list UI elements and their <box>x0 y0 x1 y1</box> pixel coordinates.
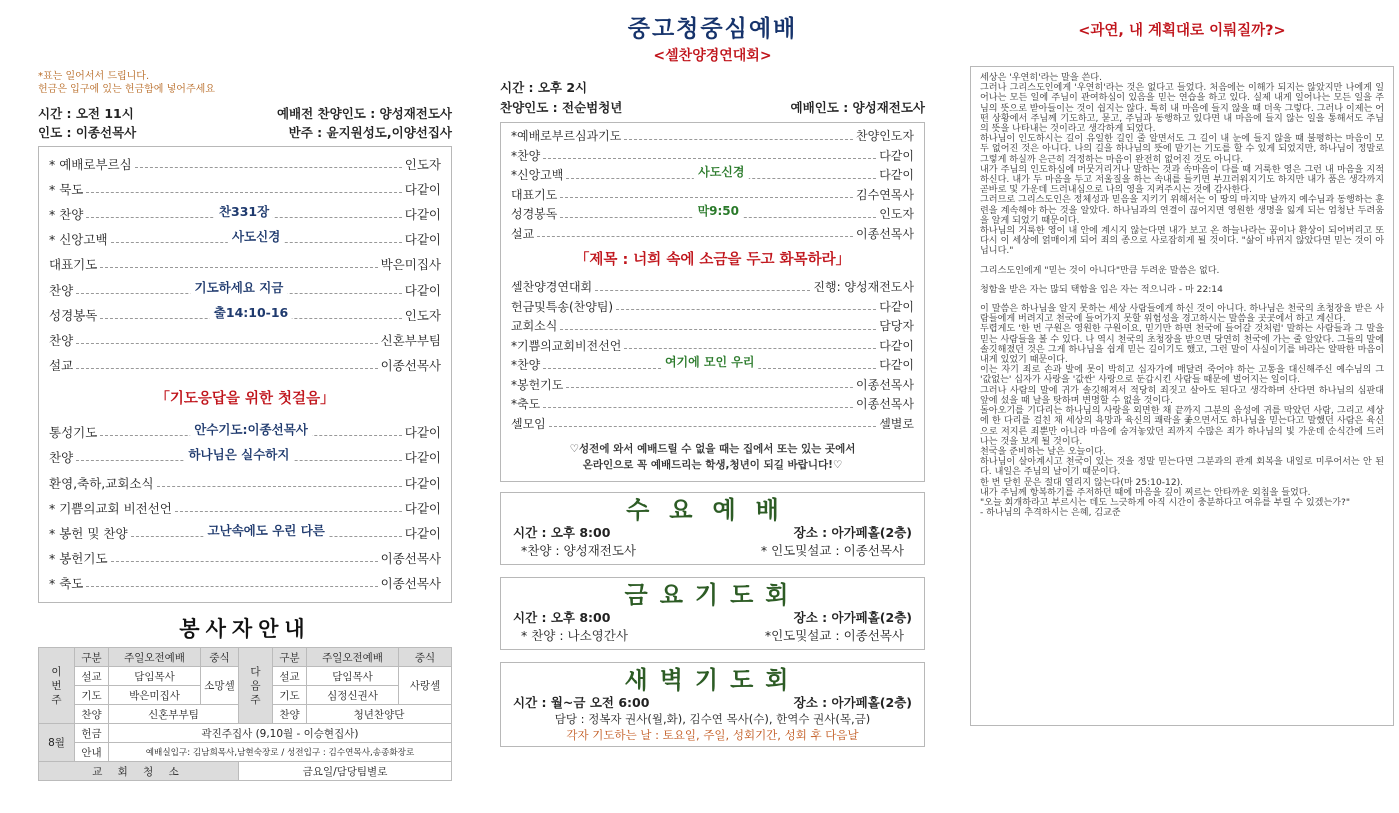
order-item-person: 인도자 <box>404 156 441 172</box>
role-cell: 안내 <box>75 743 109 762</box>
order-item <box>501 224 924 244</box>
this-week-label <box>39 648 75 724</box>
header-cell: 주일오전예배 <box>307 648 399 667</box>
article-body <box>970 66 1394 726</box>
person-cell: 박은미집사 <box>109 686 201 705</box>
dotted-leader <box>135 154 402 168</box>
article-title: <과연, 내 계획대로 이뤄질까?> <box>1078 23 1286 39</box>
order-item-person: 이종선목사 <box>856 377 914 392</box>
dawn-personal-days: 각자 기도하는 날 : 토요일, 주일, 성회기간, 성회 후 다음날 <box>566 728 859 742</box>
dotted-leader <box>76 355 377 369</box>
dotted-leader <box>86 204 401 218</box>
order-item-person: 인도자 <box>404 307 441 323</box>
vertical-label: 다음주 <box>250 665 261 706</box>
order-item-person: 다같이 <box>404 282 441 298</box>
dotted-leader <box>175 498 402 512</box>
order-item-detail: 사도신경 <box>694 163 748 180</box>
order-item-detail: 출14:10-16 <box>210 303 292 321</box>
order-item-person: 이종선목사 <box>856 397 914 412</box>
dotted-leader <box>100 422 401 436</box>
dotted-leader <box>537 223 853 237</box>
article-paragraph: 돌아오기를 기다리는 하나님의 사랑을 외면한 채 끝까지 그분의 음성에 귀를 막았던 사람, 그리고 세상에 한 다리를 걸친 채 세상의 욕망과 육신의 쾌락을 좇으면서도 하나님을 믿는다고 말했던 사람은 육신으로 저지른 죄뿐만 아니라 마음에 숨겨놓았던 죄까지 수많은 죄가 하나님의 빛 가운데 순식간에 드러나는 것을 보게 될 것이다. <box>980 406 1384 447</box>
article-paragraph: 내가 주님의 인도하심에 머뭇거리거나 말하는 것과 속마음이 다를 때 거룩한 영은 그런 내 마음을 지적하신다. 내가 두 마음을 두고 저울질을 하는 속내를 들키면 부끄러워지기도 하지만 내가 품은 생각까지 곧바로 및 가운데 드러내심으로 나의 영을 지켜주시는 것에 감사한다. <box>980 164 1384 196</box>
order-item <box>501 414 924 434</box>
offering-note: 헌금은 입구에 있는 헌금함에 넣어주세요 <box>38 84 215 95</box>
order-item-label: 환영,축하,교회소식 <box>49 475 154 491</box>
article-paragraph: 이는 자기 죄로 손과 발에 못이 박히고 십자가에 매달려 죽어야 하는 고통을 대신해주신 예수님의 그 '값없는' 십자가 사랑을 '값싼' 사랑으로 둔갑시킨 사람들 때문에 벌어지는 일이다. <box>980 365 1384 386</box>
volunteer-title: 봉사자안내 <box>179 616 311 641</box>
order-item-label: 교회소식 <box>511 319 558 334</box>
cleaning-label: 교 회 청 소 <box>39 762 239 781</box>
order-item-person: 다같이 <box>404 450 441 466</box>
order-item-person: 담당자 <box>879 319 914 334</box>
order-item <box>39 327 451 352</box>
accompanist: 반주 : 윤지원성도,이양선집사 <box>288 125 452 140</box>
order-item-label: * 예배로부르심 <box>49 156 132 172</box>
order-item-person: 다같이 <box>404 206 441 222</box>
vertical-label: 이번주 <box>51 665 62 706</box>
column-article <box>970 12 1394 726</box>
dawn-place: 장소 : 아가페홀(2층) <box>793 695 912 710</box>
article-paragraph: 그리스도인에게 "믿는 것이 아니다"만큼 두려운 말씀은 없다. <box>980 265 1220 276</box>
order-item-label: * 묵도 <box>49 181 84 197</box>
order-item-label: * 봉헌 및 찬양 <box>49 526 128 542</box>
order-item <box>501 126 924 146</box>
friday-title: 금요기도회 <box>624 580 801 609</box>
youth-praise-leader: 찬양인도 : 전순범청년 <box>500 100 623 115</box>
article-paragraph: 하나님이 인도하시는 길이 유일한 길인 줄 알면서도 그 길이 내 눈에 들지 않을 때 불평하는 마음이 모두 없어진 것은 아니다. 나의 길을 하나님의 뜻에 맡기는 기도를 할 수 있게 되었지만, 하나님이 정말로 그렇게 하실까 은근히 걱정하는 마음이 완전히 없어진 것도 아니다. <box>980 134 1384 165</box>
order-item-label: 셀모임 <box>511 416 546 431</box>
order-item-detail: 기도하세요 지금 <box>191 278 288 296</box>
standing-note: *표는 일어서서 드립니다. <box>38 71 150 82</box>
order-item-person: 신혼부부팀 <box>380 332 441 348</box>
header-cell: 중식 <box>399 648 452 667</box>
order-item-person: 다같이 <box>879 299 914 314</box>
friday-place: 장소 : 아가페홀(2층) <box>793 610 912 625</box>
order-item <box>501 277 924 297</box>
wednesday-service-box <box>500 492 925 565</box>
order-item-label: * 기쁨의교회 비전선언 <box>49 500 172 516</box>
order-item-label: 셀찬양경연대회 <box>511 280 593 295</box>
order-item-label: 성경봉독 <box>49 307 98 323</box>
dotted-leader <box>111 548 378 562</box>
article-paragraph: 내가 주님께 항복하기를 주저하던 때에 마음을 깊이 찌르는 안타까운 외침을 들었다. <box>980 487 1311 498</box>
order-item-label: * 봉헌기도 <box>49 551 108 567</box>
youth-service-title: 중고청중심예배 <box>627 15 798 42</box>
order-item-label: *봉헌기도 <box>511 377 564 392</box>
order-item <box>39 546 451 571</box>
article-paragraph: 청함을 받은 자는 많되 택함을 입은 자는 적으니라 - 마 22:14 <box>980 284 1223 295</box>
order-item-person: 이종선목사 <box>856 226 914 241</box>
guide-cell: 예배실입구: 김남희목사,남현숙장로 / 성전입구 : 김수연목사,송종화장로 <box>109 743 452 762</box>
youth-sermon-title: 「제목 : 너희 속에 소금을 두고 화목하라」 <box>574 252 851 268</box>
article-paragraph: "오늘 회개하라고 부르시는 데도 느긋하게 아직 시간이 충분하다고 여유를 부릴 수 있겠는가?" <box>980 497 1351 508</box>
person-cell: 담임목사 <box>307 667 399 686</box>
dotted-leader <box>560 204 876 218</box>
role-cell: 찬양 <box>75 705 109 724</box>
order-item <box>39 571 451 596</box>
dotted-leader <box>616 296 876 310</box>
order-item <box>501 394 924 414</box>
order-item-label: *예배로부르심과기도 <box>511 129 622 144</box>
order-item-label: 찬양 <box>49 332 74 348</box>
role-cell: 설교 <box>75 667 109 686</box>
order-item-person: 다같이 <box>879 148 914 163</box>
dotted-leader <box>566 165 876 179</box>
dotted-leader <box>76 280 402 294</box>
order-item-person: 다같이 <box>404 475 441 491</box>
youth-service-subtitle: <셀찬양경연대회> <box>653 48 772 64</box>
order-item-label: 대표기도 <box>49 257 98 273</box>
order-of-worship <box>38 146 452 603</box>
order-item-person: 인도자 <box>879 207 914 222</box>
order-item <box>501 355 924 375</box>
order-item-person: 다같이 <box>879 338 914 353</box>
header-cell: 구분 <box>273 648 307 667</box>
order-item-person: 셀별로 <box>879 416 914 431</box>
order-item <box>39 176 451 201</box>
order-item <box>39 470 451 495</box>
wednesday-title: 수요예배 <box>626 495 799 524</box>
wednesday-preacher: * 인도및설교 : 이종선목사 <box>760 543 904 558</box>
order-item <box>39 353 451 378</box>
order-item <box>39 445 451 470</box>
dotted-leader <box>157 473 402 487</box>
dotted-leader <box>595 277 810 291</box>
order-item <box>501 297 924 317</box>
order-item-label: *신앙고백 <box>511 168 564 183</box>
article-paragraph: 그러므로 그리스도인은 정체성과 믿음을 지키기 위해서는 이 땅의 마지막 날까지 예수님과 동행하는 훈련을 계속해야 하는 것을 알았다. 하나님과의 연결이 끊어지면 영원한 생명을 잃게 되는 엄청난 두려움을 알게 되었기 때문이다. <box>980 195 1384 226</box>
order-item-detail: 고난속에도 우린 다른 <box>203 521 328 539</box>
friday-preacher: *인도및설교 : 이종선목사 <box>764 628 904 643</box>
order-item-person: 김수연목사 <box>856 187 914 202</box>
order-item-detail: 안수기도:이종선목사 <box>190 420 312 438</box>
volunteer-table <box>38 647 452 781</box>
order-item-label: * 찬양 <box>49 206 84 222</box>
wednesday-time: 시간 : 오후 8:00 <box>513 525 611 540</box>
article-paragraph: 그러나 사람의 말에 귀가 솔깃해져서 적당히 죄짓고 살아도 된다고 생각하며 산다면 하나님의 심판대 앞에 섰을 때 날을 탓하며 변명할 수 없을 것이다. <box>980 385 1384 406</box>
order-item-label: * 신앙고백 <box>49 232 108 248</box>
wednesday-place: 장소 : 아가페홀(2층) <box>793 525 912 540</box>
next-week-label <box>239 648 273 724</box>
dotted-leader <box>560 316 876 330</box>
role-cell: 찬양 <box>273 705 307 724</box>
article-paragraph: 천국을 준비하는 날은 오늘이다. <box>980 446 1106 457</box>
service-leader: 인도 : 이종선목사 <box>38 125 137 140</box>
article-paragraph: 하나님이 살아계시고 천국이 있는 것을 정말 믿는다면 그분과의 관계 회복을 내일로 미루어서는 안 된다. 내일은 주님의 날이기 때문이다. <box>980 457 1384 478</box>
order-item-label: 설교 <box>511 226 535 241</box>
order-item-detail: 찬331장 <box>215 202 273 220</box>
dotted-leader <box>86 573 377 587</box>
pre-praise-leader: 예배전 찬양인도 : 양성재전도사 <box>276 106 452 121</box>
dotted-leader <box>100 305 401 319</box>
order-item-label: * 축도 <box>49 576 84 592</box>
article-paragraph: 한 번 닫힌 문은 절대 열리지 않는다(마 25:10-12). <box>980 477 1184 488</box>
header-cell: 구분 <box>75 648 109 667</box>
order-item-detail: 사도신경 <box>228 227 284 245</box>
order-item-label: 헌금및특송(찬양팀) <box>511 299 614 314</box>
person-cell: 청년찬양단 <box>307 705 452 724</box>
morning-service-column <box>38 70 452 781</box>
dotted-leader <box>86 179 401 193</box>
dotted-leader <box>111 229 402 243</box>
order-item <box>501 316 924 336</box>
order-item <box>501 375 924 395</box>
order-item-label: *찬양 <box>511 358 541 373</box>
order-item <box>39 227 451 252</box>
person-cell: 심정신권사 <box>307 686 399 705</box>
order-item-label: *기쁨의교회비전선언 <box>511 338 622 353</box>
dawn-prayer-box <box>500 662 925 747</box>
order-item-person: 다같이 <box>404 500 441 516</box>
dotted-leader <box>543 145 876 159</box>
dawn-time: 시간 : 월~금 오전 6:00 <box>513 695 650 710</box>
order-item-label: *축도 <box>511 397 541 412</box>
youth-order-of-worship <box>500 122 925 482</box>
person-cell: 신혼부부팀 <box>109 705 239 724</box>
article-paragraph: 그러나 그리스도인에게 '우연히'라는 것은 없다고 들었다. 처음에는 이해가 되지는 않았지만 나에게 일어나는 모든 일에 주님이 관여하심이 있음을 믿는 연습을 하고 있다. 실제 내게 일어나는 모든 일을 주님의 뜻으로 받아들이는 것이 쉽지는 않다. 특히 내 마음에 들지 않을 때 더욱 그렇다. 그러나 이제는 어떤 상황에서 주님께 기도하고, 묻고, 주님과 동행하고 있다면 내 마음에 들지 않는 일을 통해서도 주님의 뜻을 나타내는 것이라고 생각하게 되었다. <box>980 83 1384 135</box>
cleaning-cell: 금요일/담당팀별로 <box>239 762 452 781</box>
dotted-leader <box>624 335 876 349</box>
order-item <box>39 520 451 545</box>
youth-service-column <box>500 12 925 747</box>
order-item <box>39 252 451 277</box>
dotted-leader <box>76 330 377 344</box>
online-notice-line2: 온라인으로 꼭 예배드리는 학생,청년이 되길 바랍니다!♡ <box>582 459 843 471</box>
order-item-detail: 막9:50 <box>694 202 743 219</box>
dotted-leader <box>131 523 402 537</box>
article-paragraph: - 하나님의 추격하시는 은혜, 김교준 <box>980 508 1121 519</box>
order-item-label: 찬양 <box>49 282 74 298</box>
youth-time: 시간 : 오후 2시 <box>500 80 588 95</box>
article-paragraph: 세상은 '우연히'라는 말을 쓴다. <box>980 73 1102 83</box>
person-cell: 담임목사 <box>109 667 201 686</box>
order-item <box>501 204 924 224</box>
dotted-leader <box>549 413 876 427</box>
lunch-cell: 소망셀 <box>201 667 239 705</box>
order-item-detail: 여기에 모인 우리 <box>661 353 759 370</box>
order-item-person: 이종선목사 <box>380 551 441 567</box>
order-item <box>39 495 451 520</box>
dotted-leader <box>543 355 876 369</box>
dotted-leader <box>566 374 853 388</box>
article-paragraph <box>980 257 1384 266</box>
order-item-person: 다같이 <box>879 358 914 373</box>
order-item-label: 대표기도 <box>511 187 558 202</box>
dotted-leader <box>624 126 853 140</box>
order-item-person: 찬양인도자 <box>856 129 914 144</box>
friday-time: 시간 : 오후 8:00 <box>513 610 611 625</box>
sermon-title: 「기도응답을 위한 첫걸음」 <box>155 390 335 407</box>
month-label: 8월 <box>39 724 75 762</box>
order-item-label: 성경봉독 <box>511 207 558 222</box>
friday-prayer-box <box>500 577 925 650</box>
lunch-cell: 사랑셀 <box>399 667 452 705</box>
youth-service-leader: 예배인도 : 양성재전도사 <box>790 100 925 115</box>
dotted-leader <box>76 447 402 461</box>
header-cell: 주일오전예배 <box>109 648 201 667</box>
order-item <box>39 151 451 176</box>
dotted-leader <box>560 184 853 198</box>
order-item <box>39 201 451 226</box>
article-paragraph <box>980 295 1384 304</box>
order-item-person: 다같이 <box>404 181 441 197</box>
order-item-person: 다같이 <box>879 168 914 183</box>
service-time: 시간 : 오전 11시 <box>38 106 134 121</box>
role-cell: 설교 <box>273 667 307 686</box>
order-item-label: *찬양 <box>511 148 541 163</box>
order-item <box>501 165 924 185</box>
order-item-person: 다같이 <box>404 526 441 542</box>
order-item-person: 이종선목사 <box>380 576 441 592</box>
article-paragraph: 하나님의 거룩한 영이 내 안에 계시지 않는다면 내가 보고 온 하늘나라는 꿈이나 환상이 되어버리고 또다시 이 세상에 얽매이게 되어 죄의 종으로 사로잡히게 될 것이다. "삶이 바뀌지 않았다면 믿는 것이 아닙니다." <box>980 226 1384 257</box>
order-item-person: 진행: 양성재전도사 <box>813 280 914 295</box>
header-cell: 중식 <box>201 648 239 667</box>
article-paragraph <box>980 276 1384 285</box>
order-item-person: 다같이 <box>404 425 441 441</box>
dotted-leader <box>100 254 377 268</box>
dawn-leaders: 담당 : 정복자 권사(월,화), 김수연 목사(수), 한역수 권사(목,금) <box>554 712 871 726</box>
order-item-person: 이종선목사 <box>380 358 441 374</box>
dawn-title: 새벽기도회 <box>624 665 801 694</box>
offering-cell: 곽진주집사 (9,10월 - 이승현집사) <box>109 724 452 743</box>
dotted-leader <box>543 394 853 408</box>
order-item-detail: 하나님은 실수하지 <box>184 445 293 463</box>
friday-praise: * 찬양 : 나소영간사 <box>521 628 628 643</box>
role-cell: 기도 <box>273 686 307 705</box>
order-item-label: 통성기도 <box>49 425 98 441</box>
order-item-person: 박은미집사 <box>380 257 441 273</box>
wednesday-praise: *찬양 : 양성재전도사 <box>521 543 637 558</box>
order-item <box>39 420 451 445</box>
order-item-label: 설교 <box>49 358 74 374</box>
article-paragraph: 이 말씀은 하나님을 알지 못하는 세상 사람들에게 하신 것이 아니다. 하나님은 천국의 초청장을 받은 사람들에게 버려지고 천국에 들어가지 못할 위험성을 경고하시는 말씀을 곳곳에서 하고 계신다. <box>980 304 1384 325</box>
online-notice-line1: ♡성전에 와서 예배드릴 수 없을 때는 집에서 또는 있는 곳에서 <box>569 443 856 455</box>
order-item-person: 다같이 <box>404 232 441 248</box>
order-item-label: 찬양 <box>49 450 74 466</box>
role-cell: 기도 <box>75 686 109 705</box>
article-paragraph: 두렵게도 '한 번 구원은 영원한 구원이요, 믿기만 하면 천국에 들어갈 것처럼' 말하는 사람들과 그 말을 믿는 사람들을 볼 수 있다. 나 역시 천국의 초청장을 받으면 당연히 천국에 가는 줄 알았다. 그들의 말에 솔깃해졌던 것은 그게 하나님을 쉽게 믿는 길이기도 했고, 그런 말이 사실이기를 바라는 얄팍한 마음이 내게 있었기 때문이다. <box>980 324 1384 366</box>
role-cell: 헌금 <box>75 724 109 743</box>
order-item <box>39 302 451 327</box>
order-item <box>39 277 451 302</box>
